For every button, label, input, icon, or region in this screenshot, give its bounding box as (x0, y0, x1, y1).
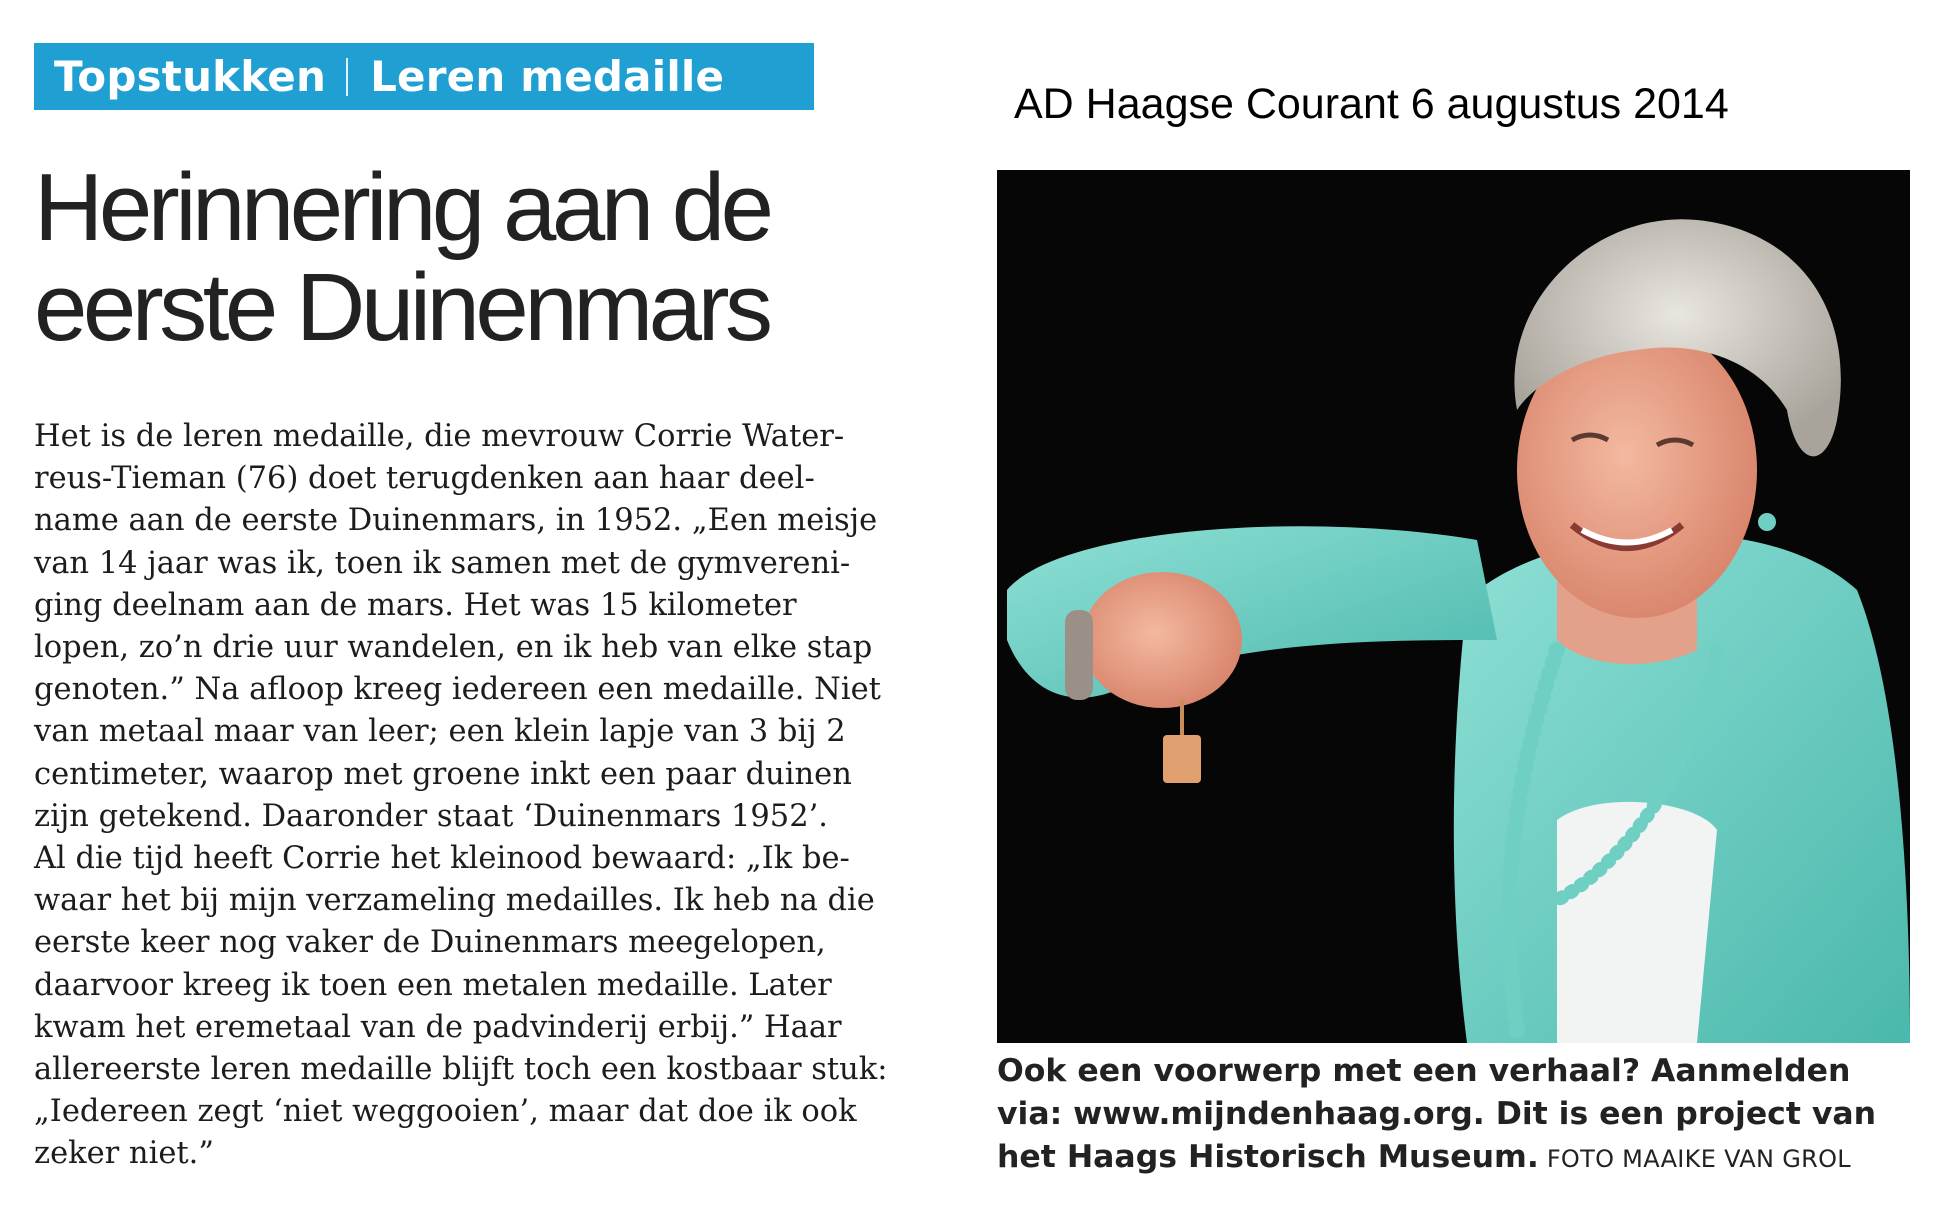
body-line: Al die tijd heeft Corrie het kleinood bewaard: „Ik be- (34, 841, 850, 877)
source-line: AD Haagse Courant 6 augustus 2014 (1014, 80, 1729, 128)
photo-caption (997, 1050, 1917, 1181)
section-topic: Leren medaille (370, 52, 725, 101)
body-line: centimeter, waarop met groene inkt een paar duinen (34, 756, 852, 792)
body-line: „Iedereen zegt ‘niet weggooien’, maar dat doe ik ook (34, 1094, 857, 1130)
portrait-illustration (997, 170, 1910, 1043)
body-line: reus-Tieman (76) doet terugdenken aan haar deel- (34, 461, 815, 497)
body-line: lopen, zo’n drie uur wandelen, en ik heb van elke stap (34, 630, 873, 666)
photo-credit: FOTO MAAIKE VAN GROL (1546, 1145, 1851, 1173)
body-line: eerste keer nog vaker de Duinenmars meegelopen, (34, 925, 826, 961)
caption-line-3-text: het Haags Historisch Museum. (997, 1139, 1539, 1175)
headline (34, 154, 794, 361)
section-label: Topstukken (54, 52, 327, 101)
body-line: daarvoor kreeg ik toen een metalen medaille. Later (34, 967, 832, 1003)
body-line: zijn getekend. Daaronder staat ‘Duinenmars 1952’. (34, 798, 828, 834)
headline-line-2: eerste Duinenmars (34, 254, 769, 361)
headline-line-1: Herinnering aan de (34, 154, 770, 261)
body-line: allereerste leren medaille blijft toch een kostbaar stuk: (34, 1052, 888, 1088)
body-line: ging deelnam aan de mars. Het was 15 kilometer (34, 587, 797, 623)
body-line: name aan de eerste Duinenmars, in 1952. „Een meisje (34, 503, 878, 539)
body-line: zeker niet.” (34, 1136, 214, 1172)
body-line: genoten.” Na afloop kreeg iedereen een medaille. Niet (34, 672, 881, 708)
article-photo (997, 170, 1910, 1043)
section-divider (346, 58, 348, 96)
caption-line-1: Ook een voorwerp met een verhaal? Aanmelden (997, 1053, 1851, 1089)
caption-line-3 (997, 1136, 1917, 1181)
body-line: Het is de leren medaille, die mevrouw Corrie Water- (34, 419, 845, 454)
section-banner (34, 43, 814, 110)
body-line: kwam het eremetaal van de padvinderij erbij.” Haar (34, 1009, 842, 1045)
body-line: van 14 jaar was ik, toen ik samen met de gymvereni- (34, 545, 851, 581)
body-line: waar het bij mijn verzameling medailles. Ik heb na die (34, 883, 875, 919)
body-line: van metaal maar van leer; een klein lapje van 3 bij 2 (34, 714, 846, 750)
caption-line-2: via: www.mijndenhaag.org. Dit is een project van (997, 1096, 1877, 1132)
article-body (34, 416, 974, 1176)
